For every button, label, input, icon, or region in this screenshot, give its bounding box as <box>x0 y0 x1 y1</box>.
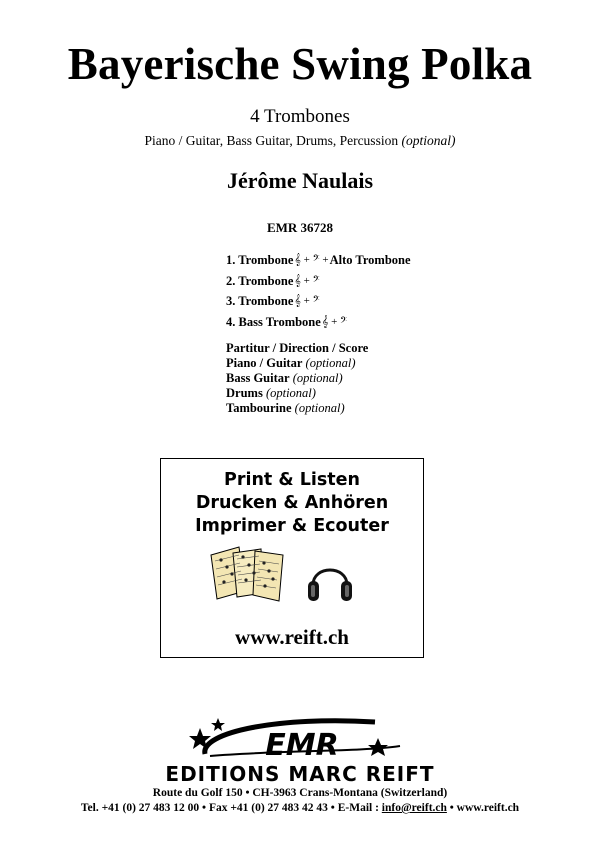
email-link[interactable]: info@reift.ch <box>381 802 447 814</box>
part-row <box>226 312 411 333</box>
extras-list <box>226 341 368 416</box>
promo-line-de: Drucken & Anhören <box>195 493 389 513</box>
promo-url[interactable]: www.reift.ch <box>235 625 349 649</box>
promo-line-fr: Imprimer & Ecouter <box>195 516 389 536</box>
part-label: 2. Trombone <box>226 273 294 288</box>
emr-logo <box>160 710 440 766</box>
extra-item: Drums (optional) <box>226 386 316 400</box>
publisher-address: Route du Golf 150 • CH-3963 Crans-Montana (Switzerland) <box>152 787 448 799</box>
part-suffix: Alto Trombone <box>329 253 411 268</box>
sheet-music-icon <box>209 545 291 605</box>
clef-icon: 𝄞 + 𝄢 + <box>294 254 329 267</box>
print-listen-box <box>160 458 424 658</box>
instrumentation-optional: (optional) <box>401 133 456 148</box>
website-text[interactable]: • www.reift.ch <box>449 802 520 814</box>
part-row <box>226 291 411 312</box>
clef-icon: 𝄞 + 𝄢 <box>294 295 320 308</box>
publisher-contact <box>0 802 600 814</box>
part-label: 1. Trombone <box>226 253 294 268</box>
part-row <box>226 250 411 271</box>
promo-line-en: Print & Listen <box>224 470 360 490</box>
part-row <box>226 271 411 292</box>
instrumentation <box>0 133 600 149</box>
parts-list <box>226 250 411 332</box>
part-label: 4. Bass Trombone <box>226 314 321 329</box>
instrumentation-main: Piano / Guitar, Bass Guitar, Drums, Percussion <box>144 133 399 148</box>
part-label: 3. Trombone <box>226 294 294 309</box>
headphones-icon <box>305 555 355 605</box>
extra-item: Tambourine (optional) <box>226 401 345 415</box>
logo-text: EMR <box>265 728 339 763</box>
publisher-name: EDITIONS MARC REIFT <box>165 762 435 786</box>
subtitle: 4 Trombones <box>250 106 350 127</box>
composer: Jérôme Naulais <box>226 168 374 193</box>
catalog-number: EMR 36728 <box>266 220 334 235</box>
phone-fax: Tel. +41 (0) 27 483 12 00 • Fax +41 (0) 27 483 42 43 • E-Mail : <box>80 802 379 814</box>
title: Bayerische Swing Polka <box>67 39 533 89</box>
extra-item: Partitur / Direction / Score <box>226 341 369 355</box>
clef-icon: 𝄞 + 𝄢 <box>321 315 348 328</box>
extra-item: Bass Guitar (optional) <box>226 371 343 385</box>
extra-item: Piano / Guitar (optional) <box>226 356 356 370</box>
clef-icon: 𝄞 + 𝄢 <box>294 274 320 287</box>
